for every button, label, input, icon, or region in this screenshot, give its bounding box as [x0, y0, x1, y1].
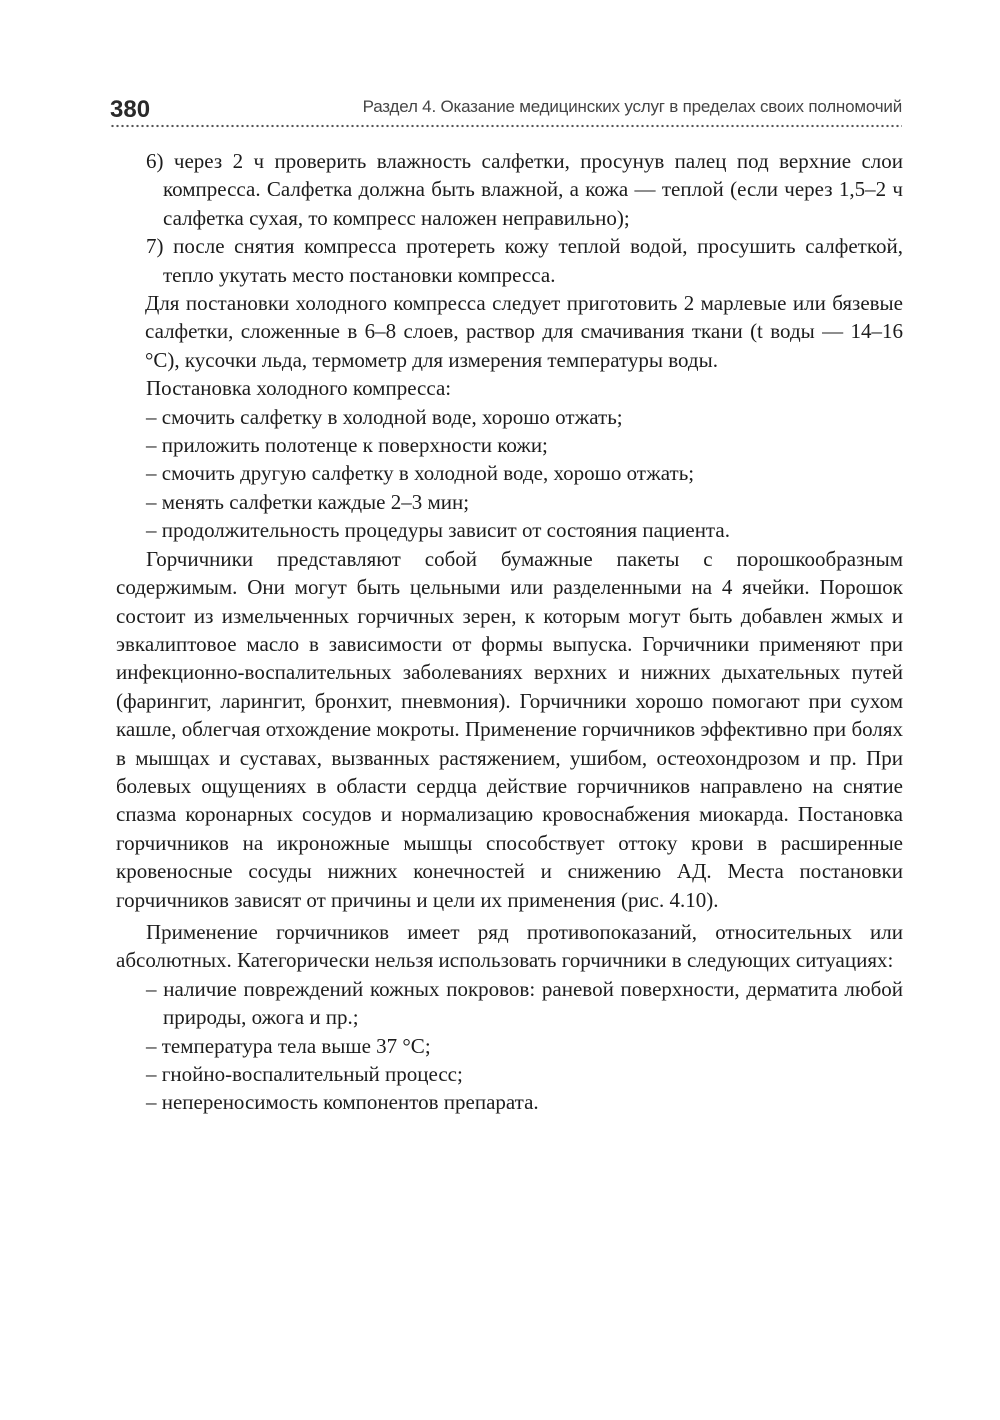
page-body — [116, 147, 903, 1117]
list-item: – смочить другую салфетку в холодной воде, хорошо отжать; — [146, 461, 695, 486]
cold-compress-heading: Постановка холодного компресса: — [146, 376, 452, 401]
list-item: – менять салфетки каждые 2–3 мин; — [146, 489, 470, 514]
list-item: – непереносимость компонентов препарата. — [146, 1090, 539, 1115]
running-head: Раздел 4. Оказание медицинских услуг в пределах своих полномочий — [362, 97, 902, 116]
paragraph-cold-compress: Для постановки холодного компресса следует приготовить 2 марлевые или бязевые салфетки, сложенные в 6–8 слоев, раствор для смачивания ткани (t воды — 14–16 °С), кусочки льда, термометр для измерения температуры воды. — [145, 291, 903, 372]
list-item: – смочить салфетку в холодной воде, хорошо отжать; — [146, 404, 623, 429]
header-dotted-rule — [110, 124, 902, 128]
list-item: – приложить полотенце к поверхности кожи; — [146, 433, 548, 458]
page-number: 380 — [110, 96, 151, 123]
paragraph-mustard-plasters: Горчичники представляют собой бумажные пакеты с порошкообразным содержимым. Они могут быть цельными или разделенными на 4 ячейки. Порошок состоит из измельченных горчичных зерен, к которым могут быть добавлен жмых и эвкалиптовое масло в зависимости от формы выпуска. Горчичники применяют при инфекционно-воспалительных заболеваниях верхних и нижних дыхательных путей (фарингит, ларингит, бронхит, пневмония). Горчичники хорошо помогают при сухом кашле, облегчая отхождение мокроты. Применение горчичников эффективно при болях в мышцах и суставах, вызванных растяжением, ушибом, остеохондрозом и пр. При болевых ощущениях в области сердца действие горчичников направлено на снятие спазма коронарных сосудов и нормализацию кровоснабжения миокарда. Постановка горчичников на икроножные мышцы способствует оттоку крови в расширенные кровеносные сосуды нижних конечностей и снижению АД. Места постановки горчичников зависят от причины и цели их применения (рис. 4.10). — [116, 546, 903, 912]
list-item: – температура тела выше 37 °С; — [146, 1033, 431, 1058]
list-item: – продолжительность процедуры зависит от состояния пациента. — [146, 518, 730, 543]
list-item: – гнойно-воспалительный процесс; — [146, 1062, 463, 1086]
paragraph-contraindications: Применение горчичников имеет ряд противопоказаний, относительных или абсолютных. Категорически нельзя использовать горчичники в следующих ситуациях: — [116, 919, 903, 973]
list-item-7: 7) после снятия компресса протереть кожу теплой водой, просушить салфеткой, тепло укутать место постановки компресса. — [146, 234, 903, 287]
list-item-6: 6) через 2 ч проверить влажность салфетки, просунув палец под верхние слои компресса. Салфетка должна быть влажной, а кожа — теплой (если через 1,5–2 ч салфетка сухая, то компресс наложен неправильно); — [146, 149, 903, 230]
list-item: – наличие повреждений кожных покровов: раневой поверхности, дерматита любой природы, ожога и пр.; — [146, 976, 903, 1030]
